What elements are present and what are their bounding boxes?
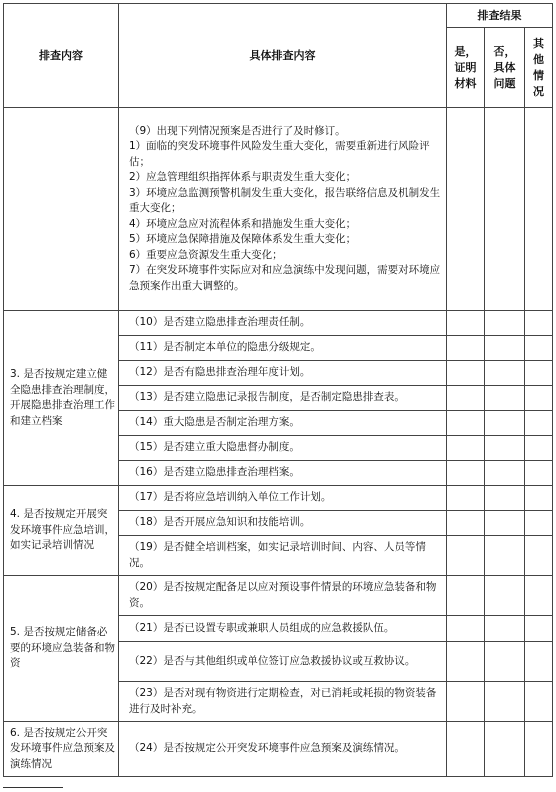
item-9-line-2: 2）应急管理组织指挥体系与职责发生重大变化； (129, 171, 357, 184)
item-13: （13）是否建立隐患记录报告制度，是否制定隐患排查表。 (119, 386, 447, 411)
item-9-line-7: 7）在突发环境事件实际应对和应急演练中发现问题，需要对环境应急预案作出重大调整的。 (129, 264, 441, 292)
result-yes-cell[interactable] (447, 311, 485, 336)
footer-rule (3, 787, 63, 788)
result-other-cell[interactable] (525, 336, 553, 361)
result-other-cell[interactable] (525, 486, 553, 511)
result-yes-cell[interactable] (447, 461, 485, 486)
result-other-cell[interactable] (525, 361, 553, 386)
result-other-cell[interactable] (525, 108, 553, 311)
result-other-cell[interactable] (525, 536, 553, 576)
result-no-cell[interactable] (485, 411, 525, 436)
result-other-cell[interactable] (525, 436, 553, 461)
result-no-cell[interactable] (485, 682, 525, 722)
result-yes-cell[interactable] (447, 642, 485, 682)
result-no-cell[interactable] (485, 722, 525, 777)
item-21: （21）是否已设置专职或兼职人员组成的应急救援队伍。 (119, 616, 447, 642)
result-yes-cell[interactable] (447, 386, 485, 411)
result-other-cell[interactable] (525, 576, 553, 616)
header-category: 排查内容 (4, 4, 119, 108)
result-other-cell[interactable] (525, 642, 553, 682)
item-9-line-1: 1）面临的突发环境事件风险发生重大变化，需要重新进行风险评估； (129, 140, 430, 168)
result-other-cell[interactable] (525, 411, 553, 436)
item-17: （17）是否将应急培训纳入单位工作计划。 (119, 486, 447, 511)
item-9-title: （9）出现下列情况预案是否进行了及时修订。 (129, 124, 346, 137)
result-no-cell[interactable] (485, 616, 525, 642)
result-yes-cell[interactable] (447, 361, 485, 386)
result-no-cell[interactable] (485, 461, 525, 486)
result-yes-cell[interactable] (447, 336, 485, 361)
result-no-cell[interactable] (485, 576, 525, 616)
category-cell-continued (4, 108, 119, 311)
item-9-line-3: 3）环境应急监测预警机制发生重大变化，报告联络信息及机制发生重大变化； (129, 186, 441, 215)
result-yes-cell[interactable] (447, 682, 485, 722)
header-detail: 具体排查内容 (119, 4, 447, 108)
result-yes-cell[interactable] (447, 108, 485, 311)
result-no-cell[interactable] (485, 436, 525, 461)
item-14: （14）重大隐患是否制定治理方案。 (119, 411, 447, 436)
category-3: 3. 是否按规定建立健全隐患排查治理制度，开展隐患排查治理工作和建立档案 (4, 311, 119, 486)
item-9-line-4: 4）环境应急应对流程体系和措施发生重大变化； (129, 217, 357, 230)
result-no-cell[interactable] (485, 511, 525, 536)
item-9 (119, 108, 447, 311)
result-yes-cell[interactable] (447, 436, 485, 461)
item-10: （10）是否建立隐患排查治理责任制。 (119, 311, 447, 336)
item-18: （18）是否开展应急知识和技能培训。 (119, 511, 447, 536)
result-no-cell[interactable] (485, 642, 525, 682)
item-19: （19）是否健全培训档案，如实记录培训时间、内容、人员等情况。 (119, 536, 447, 576)
result-other-cell[interactable] (525, 722, 553, 777)
result-other-cell[interactable] (525, 682, 553, 722)
category-4: 4. 是否按规定开展突发环境事件应急培训，如实记录培训情况 (4, 486, 119, 576)
inspection-checklist-table (3, 3, 553, 777)
result-yes-cell[interactable] (447, 576, 485, 616)
result-no-cell[interactable] (485, 486, 525, 511)
item-11: （11）是否制定本单位的隐患分级规定。 (119, 336, 447, 361)
result-yes-cell[interactable] (447, 511, 485, 536)
header-yes: 是，证明材料 (447, 28, 485, 108)
result-yes-cell[interactable] (447, 536, 485, 576)
result-other-cell[interactable] (525, 386, 553, 411)
item-15: （15）是否建立重大隐患督办制度。 (119, 436, 447, 461)
result-no-cell[interactable] (485, 386, 525, 411)
header-results: 排查结果 (447, 4, 553, 28)
result-yes-cell[interactable] (447, 616, 485, 642)
result-other-cell[interactable] (525, 511, 553, 536)
item-20: （20）是否按规定配备足以应对预设事件情景的环境应急装备和物资。 (119, 576, 447, 616)
item-9-line-5: 5）环境应急保障措施及保障体系发生重大变化； (129, 233, 357, 246)
result-no-cell[interactable] (485, 361, 525, 386)
result-other-cell[interactable] (525, 311, 553, 336)
result-yes-cell[interactable] (447, 411, 485, 436)
result-no-cell[interactable] (485, 336, 525, 361)
item-23: （23）是否对现有物资进行定期检查，对已消耗或耗损的物资装备进行及时补充。 (119, 682, 447, 722)
item-22: （22）是否与其他组织或单位签订应急救援协议或互救协议。 (119, 642, 447, 682)
item-24: （24）是否按规定公开突发环境事件应急预案及演练情况。 (119, 722, 447, 777)
result-other-cell[interactable] (525, 616, 553, 642)
header-other: 其他情况 (525, 28, 553, 108)
result-yes-cell[interactable] (447, 486, 485, 511)
result-no-cell[interactable] (485, 536, 525, 576)
header-no: 否，具体问题 (485, 28, 525, 108)
result-yes-cell[interactable] (447, 722, 485, 777)
result-no-cell[interactable] (485, 108, 525, 311)
result-other-cell[interactable] (525, 461, 553, 486)
item-12: （12）是否有隐患排查治理年度计划。 (119, 361, 447, 386)
item-16: （16）是否建立隐患排查治理档案。 (119, 461, 447, 486)
result-no-cell[interactable] (485, 311, 525, 336)
category-6: 6. 是否按规定公开突发环境事件应急预案及演练情况 (4, 722, 119, 777)
category-5: 5. 是否按规定储备必要的环境应急装备和物资 (4, 576, 119, 722)
item-9-line-6: 6）重要应急资源发生重大变化； (129, 248, 283, 261)
